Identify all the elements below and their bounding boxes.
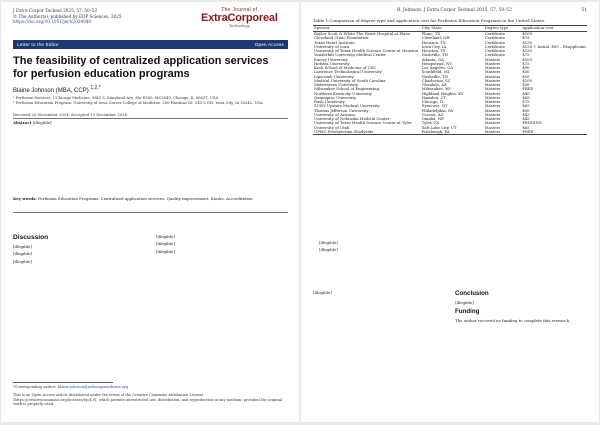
table-cell: Masters <box>484 120 501 126</box>
table-cell: Nashville, TN <box>421 52 449 58</box>
table-cell: Highland Heights, KY <box>421 90 464 96</box>
table-cell: $65 <box>522 103 530 109</box>
table-cell: UPMC Presbyterian Shadyside <box>313 130 421 135</box>
table-cell: Vanderbilt University Medical Center <box>314 52 387 58</box>
table-cell: Certificate <box>484 31 506 37</box>
article-type-banner <box>13 40 288 49</box>
body-paragraph: [illegible] <box>156 248 175 254</box>
column-header: Degree type <box>484 26 522 32</box>
author-marks: 1,2,* <box>90 85 101 91</box>
table-cell: Iowa City, IA <box>421 43 447 49</box>
table-cell: $150 <box>522 39 532 45</box>
license-text: This is an Open Access article distributed under the terms of the Creative Commons Attribution License (https://creativecommons.org/licenses/by/4.0), which permits unrestricted use, distribution, and reproduction in any medium, provided the original work is properly cited. <box>13 393 282 407</box>
table-cell: Tucson, AZ <box>421 111 444 117</box>
table-cell: Cleveland Clinic Foundation <box>314 35 369 41</box>
affiliation-item: ¹ Perfusion Services, UChicago Medicine, 5841 S. Maryland Ave, Ste E500, MC5040, Chicago, IL 60637, USA <box>13 96 219 100</box>
table-cell: University of Utah <box>314 124 350 130</box>
body-paragraph: [illegible] <box>156 241 175 247</box>
table-cell: Lawrence Technological University <box>314 69 382 75</box>
table-cell: Nashville, TN <box>421 73 449 79</box>
table-cell: Thomas Jefferson University <box>314 107 369 113</box>
column-header: Application cost <box>521 26 587 32</box>
table-cell: Keck School of Medicine of USC <box>314 65 377 71</box>
table-caption: Table 1.Comparison of degree type and application cost for Perfusion Education Programs in the United States. <box>313 18 546 23</box>
table-cell: Salt Lake City, UT <box>421 124 457 130</box>
table-cell: Omaha, NE <box>421 116 444 122</box>
table-cell: Certificate <box>484 48 506 54</box>
citation-line: J Extra Corpor Technol 2025, 57, 50–52 <box>13 8 98 13</box>
table-cell: University of Iowa <box>314 43 350 49</box>
table-cell: Hofstra University <box>314 60 350 66</box>
table-cell: Masters <box>484 65 501 71</box>
table-cell: Certificate <box>484 35 506 41</box>
body-paragraph: [illegible] <box>313 290 332 295</box>
table-cell: Masters <box>484 69 501 75</box>
table-cell: Masters <box>484 111 501 117</box>
table-cell: $50 <box>522 107 530 113</box>
table-cell: University of Nebraska Medical Center <box>314 116 390 122</box>
abstract <box>13 120 288 125</box>
table-cell: Plano, TX <box>421 31 441 37</box>
corresponding-label: *Corresponding author: <box>13 384 57 389</box>
table-cell: Midwestern University <box>314 82 359 88</box>
body-paragraph: [illegible] <box>13 258 32 264</box>
table-cell: Lipscomb University <box>314 73 354 79</box>
table-cell: Pittsburgh, PA <box>421 130 484 135</box>
table-cell: Masters <box>484 56 501 62</box>
keywords <box>13 196 288 201</box>
table-cell: Masters <box>484 103 501 109</box>
table-cell: Los Angeles, CA <box>421 65 454 71</box>
body-column-right <box>455 290 587 326</box>
table-cell: University of Texas Health Science Center at Houston <box>314 48 419 54</box>
doi-link[interactable]: https://doi.org/10.1051/ject/2024040 <box>13 19 92 25</box>
table-cell: Masters <box>484 82 501 88</box>
table-cell: $75 <box>522 60 530 66</box>
author-line <box>13 85 283 94</box>
affiliation-item: ² Perfusion Education Program, University of Iowa Carver College of Medicine, 200 Hawkins Dr, C43-2 GH, Iowa City, IA 52242, USA <box>13 100 263 105</box>
table-cell: Atlanta, GA <box>421 56 444 62</box>
table-cell: Hamden, CT <box>421 94 446 100</box>
journal-logo <box>201 8 278 29</box>
table-cell: Milwaukee, WI <box>421 86 451 92</box>
table-cell: Certificate <box>484 52 506 58</box>
logo-top-text: The Journal of <box>221 7 258 13</box>
table-cell: Milwaukee School of Engineering <box>314 86 380 92</box>
table-cell: Quinnipiac University <box>314 94 357 100</box>
table-cell: Texas Heart Institute <box>314 39 355 45</box>
table-cell: $75 <box>522 99 530 105</box>
table-cell: University of Texas Health Science Center at Tyler <box>314 120 412 126</box>
author-name: Blaine Johnson (MBA, CCP) <box>13 88 89 94</box>
table-cell: Masters <box>484 60 501 66</box>
table-cell: Certificate <box>484 39 506 45</box>
table-cell: Baylor Scott & White The Heart Hospital at Plano <box>314 31 411 37</box>
table-cell: Southfield, MI <box>421 69 450 75</box>
body-column-2 <box>156 234 286 256</box>
table-cell: Masters <box>484 73 501 79</box>
logo-main-text: ExtraCorporeal <box>201 12 278 24</box>
table-cell: Masters <box>484 116 501 122</box>
discussion-heading: Discussion <box>13 234 49 241</box>
article-title: The feasibility of centralized application services for perfusion education programs <box>13 55 269 80</box>
right-page <box>301 2 599 422</box>
table-cell: FREE <box>521 130 587 135</box>
body-column-left <box>313 290 445 297</box>
running-head-text: B. Johnson: J Extra Corpor Technol 2025, 57, 50–52 <box>397 8 512 13</box>
left-page <box>1 2 299 422</box>
table-cell: Masters <box>484 107 501 113</box>
table-cell: Certificate <box>484 43 506 49</box>
table-cell: Masters <box>484 90 501 96</box>
table-cell: $150 <box>522 48 532 54</box>
column-header: City, State <box>421 26 484 32</box>
table-cell: University of Arizona <box>314 111 355 117</box>
table-body <box>313 32 587 135</box>
table-cell: $50 <box>522 73 530 79</box>
table-cell: PENDING <box>522 120 542 126</box>
table-cell: Houston, TX <box>421 39 446 45</box>
table-cell: SUNY Upstate Medical University <box>314 103 380 109</box>
open-access-label: Open Access <box>254 42 284 47</box>
table-cell: $50 <box>522 82 530 88</box>
table-row <box>313 130 587 135</box>
abstract-text: [illegible] <box>32 120 52 125</box>
table-cell: Charleston, SC <box>421 77 451 83</box>
table-cell: Masters <box>484 130 522 135</box>
table-cell: $50 <box>522 69 530 75</box>
conclusion-paragraph: [illegible] <box>455 300 474 305</box>
table-cell: Hempstead, NY <box>421 60 452 66</box>
funding-text: The author received no funding to complete this research. <box>455 318 571 324</box>
conclusion-heading: Conclusion <box>455 290 489 297</box>
body-column-1 <box>13 234 143 266</box>
body-paragraph: [illegible] <box>319 247 338 253</box>
article-type-label: Letter to the Editor <box>17 42 59 47</box>
table-cell: Masters <box>484 124 501 130</box>
table-cell: Masters <box>484 99 501 105</box>
table-cell: Chicago, IL <box>421 99 444 105</box>
table-cell: Medical University of South Carolina <box>314 77 386 83</box>
table-cell: Masters <box>484 77 501 83</box>
body-paragraph: [illegible] <box>13 244 32 249</box>
table-cell: Tyler, TX <box>421 120 439 126</box>
table-cell: Glendale, AZ <box>421 82 447 88</box>
table-cell: $75 <box>522 35 530 41</box>
page-number: 51 <box>581 8 587 13</box>
keywords-text: Perfusion Education Programs, Centralized application services, Quality improvement, Kiosks, Accreditation <box>37 196 253 201</box>
table-cell: Syracuse, NY <box>421 103 448 109</box>
table-cell: $100 <box>522 56 532 62</box>
table-cell: Masters <box>484 86 501 92</box>
table-cell: Emory University <box>314 56 348 62</box>
right-body-text <box>313 240 587 255</box>
table-cell: $100 <box>522 31 532 37</box>
table-cell: Masters <box>484 94 501 100</box>
table-cell: $100 <box>522 77 532 83</box>
table-cell: Houston, TX <box>421 48 446 54</box>
table-cell: $75 <box>522 52 530 58</box>
body-paragraph: [illegible] <box>156 234 175 239</box>
table-cell: $150 + Initial, $50 – Reapplicant <box>522 43 586 49</box>
table-cell: Philadelphia, PA <box>421 107 454 113</box>
affiliations <box>13 96 285 105</box>
keywords-label: Key words: <box>13 196 37 201</box>
table-cell: $45 <box>522 116 530 122</box>
abstract-label: Abstract <box>13 120 32 125</box>
column-header: Sponsor <box>313 26 421 32</box>
body-paragraph: [illegible] <box>319 240 338 245</box>
logo-sub-text: Technology <box>228 24 250 28</box>
table-cell: Northern Kentucky University <box>314 90 373 96</box>
table-cell: Rush University <box>314 99 345 105</box>
table-cell: Cleveland, OH <box>421 35 450 41</box>
divider <box>13 212 288 213</box>
divider <box>13 118 288 119</box>
corresponding-author <box>13 385 288 390</box>
table-cell: $85 <box>522 111 530 117</box>
journal-reference <box>13 8 122 25</box>
article-dates: Received 26 November 2024, Accepted 13 December 2024 <box>13 112 127 117</box>
table-cell: $40 <box>522 90 530 96</box>
program-table <box>313 25 587 135</box>
table-cell: $65 <box>522 94 530 100</box>
table-cell: $90 <box>522 65 530 71</box>
table-cell: FREE <box>522 86 534 92</box>
copyright-line: © The Author(s), published by EDP Sciences, 2025 <box>13 13 122 19</box>
email-link[interactable]: blaine.johnson@uchicagomedicine.org <box>57 384 129 389</box>
footnote-area <box>13 382 288 407</box>
funding-heading: Funding <box>455 308 480 316</box>
body-paragraph: [illegible] <box>13 251 32 257</box>
table-cell: $65 <box>522 124 530 130</box>
footnote-divider <box>13 382 113 383</box>
